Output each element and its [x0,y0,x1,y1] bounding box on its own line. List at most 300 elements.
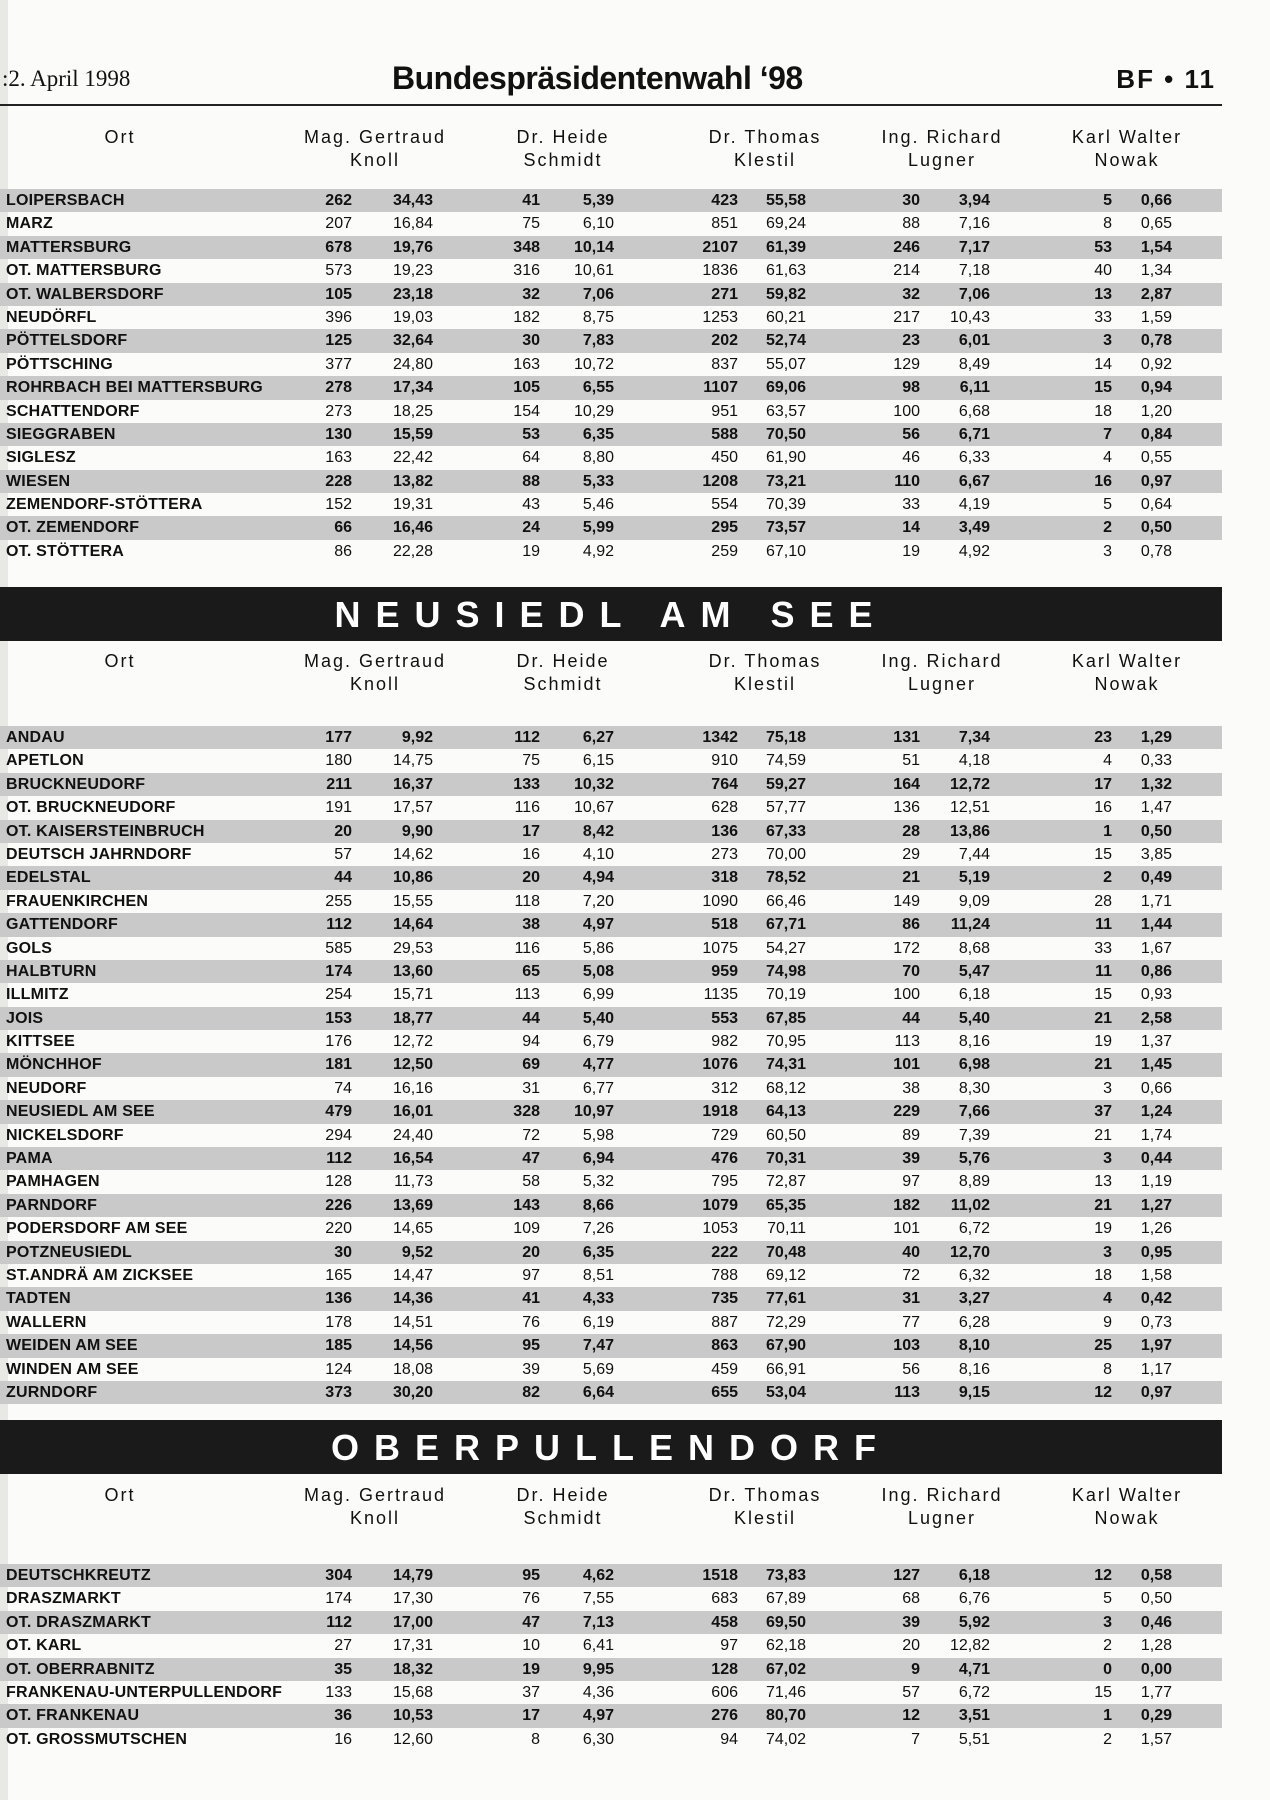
municipality-name: FRAUENKIRCHEN [6,892,149,910]
nowak-votes: 5 [1103,192,1112,209]
nowak-votes: 15 [1094,986,1112,1004]
lugner-votes: 72 [902,1266,920,1284]
nowak-percent: 0,46 [1140,1613,1172,1631]
schmidt-votes: 19 [522,542,540,560]
klestil-votes: 476 [711,1150,738,1168]
klestil-votes: 273 [711,845,738,863]
schmidt-percent: 6,19 [582,1313,614,1331]
lugner-percent: 5,40 [958,1009,990,1027]
lugner-percent: 10,43 [949,308,990,326]
schmidt-votes: 316 [513,262,540,280]
nowak-votes: 11 [1095,962,1112,980]
lugner-percent: 3,51 [958,1707,990,1725]
klestil-percent: 66,46 [765,892,806,910]
knoll-percent: 12,60 [392,1730,433,1748]
nowak-percent: 0,66 [1140,192,1172,209]
municipality-name: MARZ [6,215,54,233]
lugner-percent: 5,19 [958,869,990,887]
schmidt-percent: 7,20 [582,892,614,910]
knoll-votes: 130 [325,425,352,443]
nowak-percent: 0,73 [1140,1313,1172,1331]
table-row [0,306,1222,329]
nowak-votes: 25 [1094,1337,1112,1355]
lugner-votes: 172 [893,939,920,957]
knoll-votes: 30 [334,1243,352,1261]
schmidt-percent: 8,51 [582,1266,614,1284]
lugner-votes: 70 [902,962,920,980]
lugner-votes: 113 [894,1033,920,1051]
municipality-name: NICKELSDORF [6,1126,124,1144]
schmidt-votes: 109 [513,1220,540,1238]
nowak-percent: 1,67 [1140,939,1172,957]
nowak-votes: 7 [1103,425,1112,443]
municipality-name: OT. KARL [6,1637,82,1655]
schmidt-percent: 7,83 [582,332,614,350]
nowak-votes: 1 [1103,1707,1112,1725]
klestil-percent: 77,61 [765,1290,806,1308]
nowak-votes: 3 [1103,1613,1112,1631]
klestil-votes: 1518 [702,1567,738,1584]
nowak-percent: 1,58 [1140,1266,1172,1284]
table-row [0,470,1222,493]
lugner-votes: 21 [902,869,920,887]
klestil-votes: 628 [711,799,738,817]
lugner-percent: 7,44 [958,845,990,863]
nowak-percent: 1,17 [1140,1360,1172,1378]
knoll-percent: 14,79 [392,1567,433,1584]
klestil-votes: 2107 [702,238,738,256]
schmidt-votes: 43 [522,496,540,514]
klestil-votes: 295 [711,519,738,537]
municipality-name: FRANKENAU-UNTERPULLENDORF [6,1683,283,1701]
knoll-percent: 24,40 [392,1126,433,1144]
nowak-percent: 1,74 [1140,1126,1172,1144]
klestil-percent: 69,12 [765,1266,806,1284]
municipality-name: OT. BRUCKNEUDORF [6,799,176,817]
lugner-percent: 5,47 [958,962,990,980]
schmidt-votes: 97 [522,1266,540,1284]
schmidt-percent: 7,55 [582,1590,614,1608]
knoll-votes: 112 [326,1150,352,1168]
table-row [0,960,1222,983]
schmidt-votes: 76 [522,1313,540,1331]
results-table [0,1564,1222,1751]
lugner-votes: 182 [893,1196,920,1214]
schmidt-percent: 4,97 [582,916,614,934]
schmidt-votes: 133 [513,775,540,793]
nowak-votes: 21 [1094,1009,1112,1027]
lugner-percent: 7,16 [958,215,990,233]
knoll-votes: 573 [325,262,352,280]
knoll-percent: 12,72 [392,1033,433,1051]
knoll-votes: 133 [325,1683,352,1701]
municipality-name: SIEGGRABEN [6,425,116,443]
col-nowak: Karl Walter Nowak [1071,1485,1183,1528]
lugner-votes: 217 [893,308,920,326]
knoll-votes: 255 [325,892,352,910]
klestil-percent: 70,19 [765,986,806,1004]
municipality-name: PAMHAGEN [6,1173,100,1191]
municipality-name: WINDEN AM SEE [6,1360,139,1378]
schmidt-votes: 113 [514,986,540,1004]
klestil-votes: 795 [711,1173,738,1191]
knoll-votes: 180 [325,752,352,770]
nowak-votes: 23 [1094,729,1112,746]
knoll-percent: 15,71 [392,986,433,1004]
nowak-percent: 1,71 [1140,892,1172,910]
knoll-percent: 18,77 [392,1009,433,1027]
knoll-votes: 262 [325,192,352,209]
lugner-votes: 19 [902,542,920,560]
schmidt-votes: 95 [522,1337,540,1355]
table-row [0,259,1222,282]
table-row [0,1077,1222,1100]
district-banner: NEUSIEDL AM SEE [0,587,1222,641]
lugner-percent: 6,01 [958,332,990,350]
schmidt-votes: 20 [522,869,540,887]
schmidt-votes: 116 [514,939,540,957]
lugner-percent: 13,86 [949,822,990,840]
klestil-votes: 94 [720,1730,738,1748]
table-row [0,983,1222,1006]
municipality-name: NEUDORF [6,1079,87,1097]
schmidt-percent: 5,86 [582,939,614,957]
nowak-votes: 11 [1095,916,1112,934]
knoll-percent: 19,23 [392,262,433,280]
nowak-votes: 33 [1094,308,1112,326]
municipality-name: KITTSEE [6,1033,75,1051]
lugner-percent: 5,51 [958,1730,990,1748]
lugner-votes: 32 [902,285,920,303]
nowak-percent: 0,42 [1140,1290,1172,1308]
col-lugner: Ing. Richard Lugner [881,1485,1003,1528]
nowak-votes: 18 [1094,402,1112,420]
municipality-name: ANDAU [6,729,65,746]
knoll-percent: 16,54 [392,1150,433,1168]
col-knoll: Mag. Gertraud Knoll [303,127,447,170]
schmidt-votes: 75 [522,752,540,770]
klestil-votes: 1918 [702,1103,738,1121]
nowak-votes: 12 [1094,1383,1112,1401]
municipality-name: GOLS [6,939,53,957]
table-row [0,796,1222,819]
lugner-votes: 113 [894,1383,920,1401]
schmidt-percent: 6,99 [582,986,614,1004]
knoll-percent: 17,30 [392,1590,433,1608]
schmidt-percent: 6,27 [582,729,614,746]
lugner-votes: 97 [902,1173,920,1191]
table-row [0,540,1222,563]
knoll-percent: 14,64 [392,916,433,934]
schmidt-percent: 6,15 [582,752,614,770]
nowak-percent: 0,94 [1140,379,1172,397]
nowak-votes: 3 [1103,1243,1112,1261]
knoll-percent: 9,92 [401,729,433,746]
lugner-votes: 33 [902,496,920,514]
results-table [0,189,1222,563]
lugner-votes: 12 [902,1707,920,1725]
table-row [0,843,1222,866]
klestil-votes: 1836 [702,262,738,280]
lugner-percent: 4,92 [958,542,990,560]
municipality-name: MATTERSBURG [6,238,132,256]
nowak-votes: 33 [1094,939,1112,957]
schmidt-votes: 64 [522,449,540,467]
schmidt-percent: 5,98 [582,1126,614,1144]
lugner-percent: 7,18 [958,262,990,280]
schmidt-percent: 6,35 [582,1243,614,1261]
schmidt-percent: 5,33 [582,472,614,490]
nowak-percent: 3,85 [1140,845,1172,863]
lugner-votes: 39 [902,1150,920,1168]
lugner-votes: 127 [893,1567,920,1584]
table-row [0,1053,1222,1076]
schmidt-votes: 41 [522,1290,540,1308]
knoll-percent: 16,37 [392,775,433,793]
table-row [0,866,1222,889]
schmidt-percent: 9,95 [582,1660,614,1678]
lugner-percent: 7,39 [958,1126,990,1144]
klestil-percent: 80,70 [765,1707,806,1725]
klestil-votes: 588 [711,425,738,443]
klestil-percent: 67,71 [765,916,806,934]
table-row [0,1147,1222,1170]
knoll-percent: 17,31 [392,1637,433,1655]
klestil-votes: 1075 [702,939,738,957]
nowak-percent: 1,77 [1140,1683,1172,1701]
lugner-votes: 164 [893,775,920,793]
nowak-votes: 3 [1103,542,1112,560]
klestil-votes: 1079 [702,1196,738,1214]
table-row [0,1007,1222,1030]
klestil-votes: 312 [711,1079,738,1097]
klestil-percent: 72,87 [765,1173,806,1191]
knoll-votes: 181 [325,1056,352,1074]
klestil-percent: 67,89 [765,1590,806,1608]
knoll-percent: 10,53 [392,1707,433,1725]
schmidt-percent: 8,66 [582,1196,614,1214]
municipality-name: POTZNEUSIEDL [6,1243,132,1261]
lugner-percent: 8,16 [958,1033,990,1051]
klestil-percent: 73,83 [765,1567,806,1584]
klestil-votes: 271 [711,285,738,303]
nowak-percent: 0,78 [1140,542,1172,560]
knoll-percent: 14,65 [392,1220,433,1238]
lugner-votes: 23 [902,332,920,350]
knoll-votes: 177 [325,729,352,746]
lugner-votes: 57 [902,1683,920,1701]
klestil-votes: 951 [711,402,738,420]
page-title: Bundespräsidentenwahl ‘98 [392,60,803,96]
nowak-votes: 4 [1103,752,1112,770]
nowak-percent: 1,34 [1140,262,1172,280]
klestil-votes: 202 [711,332,738,350]
schmidt-votes: 19 [522,1660,540,1678]
klestil-percent: 70,50 [765,425,806,443]
klestil-percent: 55,07 [765,355,806,373]
table-row [0,1358,1222,1381]
schmidt-percent: 6,79 [582,1033,614,1051]
klestil-votes: 459 [711,1360,738,1378]
lugner-votes: 9 [911,1660,920,1678]
nowak-votes: 8 [1103,1360,1112,1378]
schmidt-percent: 4,10 [582,845,614,863]
klestil-percent: 78,52 [765,869,806,887]
municipality-name: ZEMENDORF-STÖTTERA [6,496,203,514]
col-nowak: Karl Walter Nowak [1071,127,1183,170]
lugner-votes: 110 [894,472,920,490]
lugner-votes: 51 [902,752,920,770]
klestil-votes: 655 [711,1383,738,1401]
klestil-percent: 60,21 [765,308,806,326]
klestil-percent: 67,33 [765,822,806,840]
column-header [0,1484,1222,1532]
nowak-votes: 5 [1103,496,1112,514]
nowak-votes: 28 [1094,892,1112,910]
schmidt-percent: 7,47 [582,1337,614,1355]
lugner-percent: 6,72 [958,1220,990,1238]
municipality-name: MÖNCHHOF [6,1056,102,1074]
nowak-percent: 0,92 [1140,355,1172,373]
schmidt-percent: 8,80 [582,449,614,467]
lugner-percent: 6,68 [958,402,990,420]
nowak-percent: 0,97 [1140,472,1172,490]
nowak-votes: 9 [1103,1313,1112,1331]
municipality-name: PARNDORF [6,1196,98,1214]
lugner-percent: 6,32 [958,1266,990,1284]
schmidt-percent: 6,94 [582,1150,614,1168]
lugner-votes: 214 [893,262,920,280]
table-row [0,1170,1222,1193]
nowak-percent: 0,93 [1140,986,1172,1004]
schmidt-percent: 10,14 [573,238,614,256]
municipality-name: OT. FRANKENAU [6,1707,140,1725]
knoll-votes: 128 [325,1173,352,1191]
lugner-percent: 6,11 [959,379,990,397]
schmidt-votes: 47 [522,1613,540,1631]
schmidt-percent: 8,42 [582,822,614,840]
nowak-votes: 2 [1103,1637,1112,1655]
schmidt-percent: 7,26 [582,1220,614,1238]
schmidt-votes: 16 [522,845,540,863]
knoll-percent: 9,90 [401,822,433,840]
knoll-percent: 9,52 [401,1243,433,1261]
lugner-votes: 68 [902,1590,920,1608]
column-header [0,650,1222,698]
klestil-percent: 74,31 [765,1056,806,1074]
knoll-votes: 174 [325,1590,352,1608]
knoll-votes: 191 [325,799,352,817]
schmidt-votes: 105 [513,379,540,397]
knoll-percent: 16,84 [392,215,433,233]
schmidt-votes: 116 [514,799,540,817]
nowak-votes: 40 [1094,262,1112,280]
col-lugner: Ing. Richard Lugner [881,651,1003,694]
knoll-votes: 207 [325,215,352,233]
schmidt-percent: 6,41 [582,1637,614,1655]
lugner-percent: 3,49 [958,519,990,537]
table-row [0,283,1222,306]
klestil-votes: 959 [711,962,738,980]
municipality-name: PÖTTELSDORF [6,332,128,350]
klestil-votes: 554 [711,496,738,514]
nowak-votes: 3 [1103,332,1112,350]
knoll-votes: 163 [325,449,352,467]
klestil-votes: 276 [711,1707,738,1725]
klestil-votes: 887 [711,1313,738,1331]
table-row [0,1381,1222,1404]
municipality-name: DEUTSCHKREUTZ [6,1567,151,1584]
schmidt-percent: 4,62 [582,1567,614,1584]
schmidt-percent: 4,92 [582,542,614,560]
lugner-votes: 100 [893,986,920,1004]
knoll-votes: 152 [325,496,352,514]
col-klestil: Dr. Thomas Klestil [708,1485,822,1528]
klestil-percent: 59,82 [765,285,806,303]
nowak-votes: 12 [1094,1567,1112,1584]
klestil-votes: 735 [711,1290,738,1308]
knoll-percent: 29,53 [392,939,433,957]
nowak-votes: 13 [1094,285,1112,303]
nowak-percent: 2,58 [1140,1009,1172,1027]
lugner-votes: 88 [902,215,920,233]
lugner-votes: 56 [902,425,920,443]
nowak-votes: 15 [1094,845,1112,863]
schmidt-percent: 6,77 [582,1079,614,1097]
schmidt-votes: 20 [522,1243,540,1261]
lugner-percent: 6,71 [958,425,990,443]
table-row [0,493,1222,516]
nowak-percent: 0,50 [1140,519,1172,537]
schmidt-votes: 95 [522,1567,540,1584]
knoll-votes: 174 [325,962,352,980]
knoll-votes: 86 [334,542,352,560]
lugner-votes: 56 [902,1360,920,1378]
klestil-percent: 70,00 [765,845,806,863]
municipality-name: BRUCKNEUDORF [6,775,146,793]
nowak-percent: 1,54 [1140,238,1172,256]
schmidt-votes: 112 [514,729,540,746]
lugner-votes: 7 [911,1730,920,1748]
nowak-percent: 1,27 [1140,1196,1172,1214]
knoll-votes: 112 [326,1613,352,1631]
knoll-votes: 304 [325,1567,352,1584]
knoll-percent: 19,03 [392,308,433,326]
schmidt-percent: 5,46 [582,496,614,514]
lugner-percent: 9,09 [958,892,990,910]
municipality-name: OT. ZEMENDORF [6,519,140,537]
knoll-votes: 165 [325,1266,352,1284]
nowak-votes: 3 [1103,1079,1112,1097]
municipality-name: DEUTSCH JAHRNDORF [6,845,192,863]
klestil-votes: 318 [711,869,738,887]
klestil-percent: 68,12 [765,1079,806,1097]
nowak-percent: 0,86 [1140,962,1172,980]
lugner-votes: 103 [893,1337,920,1355]
klestil-percent: 62,18 [765,1637,806,1655]
table-row [0,913,1222,936]
municipality-name: ZURNDORF [6,1383,98,1401]
schmidt-votes: 31 [522,1079,540,1097]
knoll-votes: 254 [325,986,352,1004]
schmidt-percent: 4,36 [582,1683,614,1701]
knoll-percent: 13,69 [392,1196,433,1214]
knoll-percent: 18,25 [392,402,433,420]
schmidt-percent: 4,97 [582,1707,614,1725]
schmidt-votes: 65 [522,962,540,980]
schmidt-votes: 37 [522,1683,540,1701]
knoll-votes: 66 [334,519,352,537]
